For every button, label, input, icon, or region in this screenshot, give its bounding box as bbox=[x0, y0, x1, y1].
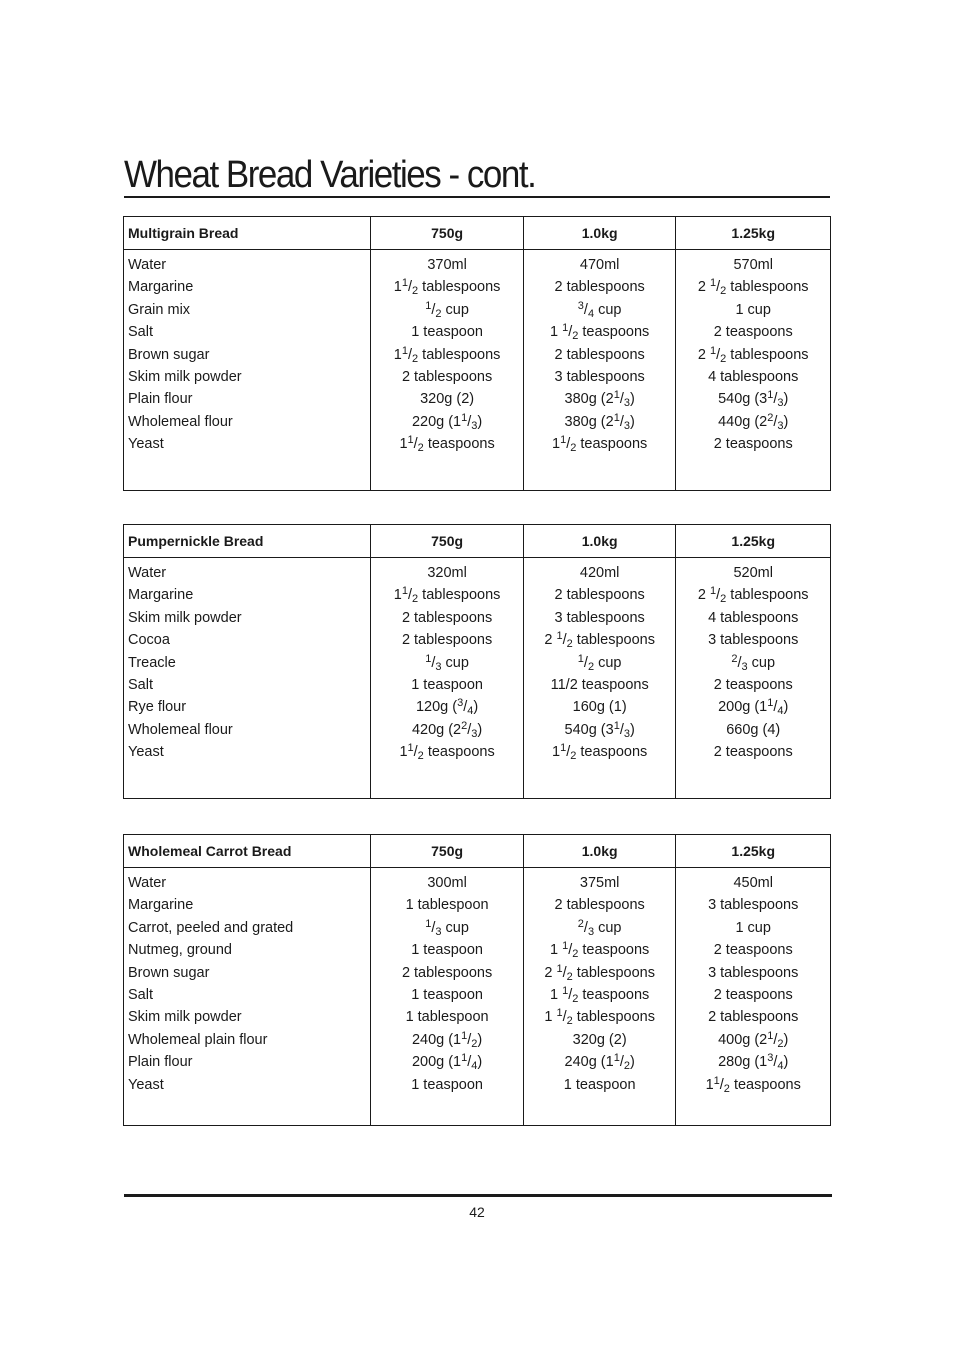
ingredient-amount: $1^1/_2$ teaspoons bbox=[552, 434, 648, 455]
footer-rule bbox=[124, 1194, 832, 1197]
recipe-name: Pumpernickle Bread bbox=[128, 533, 264, 549]
ingredient-amount: $^1/_2$ cup bbox=[425, 299, 469, 320]
ingredient-name: Plain flour bbox=[128, 391, 193, 408]
ingredient-name: Brown sugar bbox=[128, 964, 210, 981]
ingredient-amount: 2 tablespoons bbox=[401, 964, 493, 981]
ingredient-amount: 370ml bbox=[427, 257, 467, 273]
ingredient-amount: 1 teaspoon bbox=[563, 1076, 636, 1093]
ingredient-amount: 200g $(1^1/_4)$ bbox=[718, 697, 789, 718]
ingredient-amount: $^3/_4$ cup bbox=[577, 299, 622, 320]
ingredient-amount: $^2/_3$ cup bbox=[577, 917, 622, 938]
ingredient-amount: $^1/_2$ cup bbox=[577, 652, 622, 673]
ingredient-name: Margarine bbox=[128, 587, 194, 604]
ingredient-amount: 1 $^1/_2$ teaspoons bbox=[549, 322, 650, 343]
ingredient-amount: 1 cup bbox=[735, 301, 771, 318]
ingredient-amount: 320ml bbox=[427, 565, 467, 581]
recipe-header-row bbox=[124, 525, 830, 558]
amount-column-1kg bbox=[523, 558, 676, 798]
ingredient-amount: 2 tablespoons bbox=[708, 1009, 799, 1026]
recipe-body bbox=[124, 868, 830, 1125]
recipe-name: Multigrain Bread bbox=[128, 225, 239, 241]
ingredient-amount: $1^1/_2$ teaspoons bbox=[399, 434, 495, 455]
ingredient-amount: 2 teaspoons bbox=[713, 324, 793, 341]
ingredient-name: Plain flour bbox=[128, 1054, 193, 1071]
ingredient-amount: 220g $(1^1/_3)$ bbox=[411, 411, 483, 432]
recipe-body bbox=[124, 250, 830, 490]
ingredient-amount: 440g $(2^2/_3)$ bbox=[718, 411, 789, 432]
ingredient-name: Skim milk powder bbox=[128, 368, 242, 385]
ingredient-amount: 240g $(1^1/_2)$ bbox=[411, 1029, 483, 1050]
size-header: 1.0kg bbox=[523, 217, 676, 249]
ingredient-amount: 660g (4) bbox=[726, 721, 781, 738]
ingredient-amount: 160g (1) bbox=[572, 699, 627, 716]
ingredient-name: Yeast bbox=[128, 436, 164, 453]
ingredient-column bbox=[124, 868, 370, 1125]
ingredient-amount: $1^1/_2$ tablespoons bbox=[393, 585, 501, 606]
ingredient-amount: 280g $(1^3/_4)$ bbox=[718, 1052, 789, 1073]
ingredient-amount: 380g $(2^1/_3)$ bbox=[564, 411, 635, 432]
ingredient-amount: 1 teaspoon bbox=[411, 324, 483, 341]
ingredient-amount: $1^1/_2$ tablespoons bbox=[393, 344, 501, 365]
ingredient-amount: 2 teaspoons bbox=[713, 942, 793, 959]
ingredient-amount: 540g $(3^1/_3)$ bbox=[564, 719, 635, 740]
ingredient-amount: 2 tablespoons bbox=[401, 368, 493, 385]
ingredient-amount: 2 teaspoons bbox=[713, 676, 793, 693]
ingredient-amount: 1 $^1/_2$ teaspoons bbox=[549, 984, 650, 1005]
page-number: 42 bbox=[469, 1204, 485, 1220]
ingredient-amount: 1 $^1/_2$ teaspoons bbox=[549, 940, 650, 961]
amount-column-750g bbox=[370, 868, 523, 1125]
ingredient-amount: $^1/_3$ cup bbox=[425, 917, 469, 938]
ingredient-name: Wholemeal flour bbox=[128, 721, 233, 738]
ingredient-name: Skim milk powder bbox=[128, 609, 242, 626]
size-header: 1.25kg bbox=[675, 217, 830, 249]
ingredient-name: Margarine bbox=[128, 897, 194, 914]
ingredient-name: Salt bbox=[128, 324, 153, 341]
ingredient-name: Nutmeg, ground bbox=[128, 942, 232, 959]
ingredient-name: Margarine bbox=[128, 279, 194, 296]
ingredient-amount: 2 tablespoons bbox=[554, 346, 645, 363]
ingredient-amount: $1^1/_2$ tablespoons bbox=[393, 277, 501, 298]
ingredient-amount: 380g $(2^1/_3)$ bbox=[564, 389, 635, 410]
ingredient-name: Treacle bbox=[128, 654, 176, 671]
ingredient-name: Skim milk powder bbox=[128, 1009, 242, 1026]
ingredient-name: Carrot, peeled and grated bbox=[128, 919, 294, 936]
ingredient-amount: 2 tablespoons bbox=[401, 632, 493, 649]
ingredient-amount: 320g (2) bbox=[572, 1031, 627, 1048]
ingredient-amount: 450ml bbox=[733, 875, 773, 891]
ingredient-name: Water bbox=[128, 565, 167, 581]
ingredient-name: Salt bbox=[128, 676, 153, 693]
ingredient-name: Yeast bbox=[128, 744, 164, 761]
recipe-body bbox=[124, 558, 830, 798]
size-header: 750g bbox=[370, 525, 523, 557]
recipe-header-row bbox=[124, 217, 830, 250]
ingredient-amount: 11/2 teaspoons bbox=[550, 676, 649, 693]
ingredient-amount: 120g $(^3/_4)$ bbox=[415, 697, 479, 718]
ingredient-name: Water bbox=[128, 875, 167, 891]
ingredient-name: Wholemeal flour bbox=[128, 413, 233, 430]
size-header: 1.25kg bbox=[675, 525, 830, 557]
ingredient-amount: 375ml bbox=[579, 875, 620, 891]
ingredient-amount: 2 teaspoons bbox=[713, 436, 793, 453]
ingredient-amount: 2 $^1/_2$ tablespoons bbox=[544, 962, 655, 983]
ingredient-amount: 2 tablespoons bbox=[554, 279, 645, 296]
ingredient-amount: 1 teaspoon bbox=[411, 676, 483, 693]
ingredient-amount: 2 $^1/_2$ tablespoons bbox=[697, 585, 809, 606]
ingredient-amount: 320g (2) bbox=[420, 391, 475, 408]
ingredient-amount: 1 tablespoon bbox=[405, 897, 489, 914]
ingredient-amount: 1 teaspoon bbox=[411, 1076, 483, 1093]
size-header: 1.25kg bbox=[675, 835, 830, 867]
ingredient-name: Wholemeal plain flour bbox=[128, 1031, 268, 1048]
ingredient-amount: 3 tablespoons bbox=[708, 897, 799, 914]
ingredient-amount: 540g $(3^1/_3)$ bbox=[718, 389, 789, 410]
ingredient-amount: $1^1/_2$ teaspoons bbox=[399, 742, 495, 763]
ingredient-amount: 420g $(2^2/_3)$ bbox=[411, 719, 483, 740]
title-rule bbox=[124, 196, 830, 198]
ingredient-amount: 3 tablespoons bbox=[554, 609, 645, 626]
ingredient-amount: 400g $(2^1/_2)$ bbox=[718, 1029, 789, 1050]
ingredient-amount: 1 $^1/_2$ tablespoons bbox=[544, 1007, 655, 1028]
recipe-table-multigrain bbox=[123, 216, 831, 491]
ingredient-amount: 3 tablespoons bbox=[554, 368, 645, 385]
recipe-table-pumpernickle bbox=[123, 524, 831, 799]
ingredient-amount: 4 tablespoons bbox=[708, 609, 799, 626]
ingredient-amount: 1 tablespoon bbox=[405, 1009, 489, 1026]
ingredient-amount: 420ml bbox=[579, 565, 620, 581]
ingredient-amount: 2 $^1/_2$ tablespoons bbox=[544, 630, 655, 651]
ingredient-amount: 2 teaspoons bbox=[713, 986, 793, 1003]
ingredient-name: Cocoa bbox=[128, 632, 170, 649]
ingredient-amount: $^1/_3$ cup bbox=[425, 652, 469, 673]
ingredient-name: Brown sugar bbox=[128, 346, 210, 363]
amount-column-1kg bbox=[523, 250, 676, 490]
ingredient-amount: 2 tablespoons bbox=[554, 587, 645, 604]
recipe-table-wholemeal-carrot bbox=[123, 834, 831, 1126]
ingredient-amount: 4 tablespoons bbox=[708, 368, 799, 385]
ingredient-amount: 2 tablespoons bbox=[554, 897, 645, 914]
amount-column-1kg bbox=[523, 868, 676, 1125]
ingredient-name: Water bbox=[128, 257, 167, 273]
ingredient-name: Yeast bbox=[128, 1076, 164, 1093]
ingredient-name: Grain mix bbox=[128, 301, 191, 318]
ingredient-column bbox=[124, 558, 370, 798]
page-title: Wheat Bread Varieties - cont. bbox=[124, 154, 536, 196]
amount-column-1-25kg bbox=[675, 558, 830, 798]
size-header: 1.0kg bbox=[523, 835, 676, 867]
ingredient-amount: 2 tablespoons bbox=[401, 609, 493, 626]
ingredient-amount: $1^1/_2$ teaspoons bbox=[705, 1074, 801, 1095]
ingredient-amount: 2 teaspoons bbox=[713, 744, 793, 761]
ingredient-amount: 1 cup bbox=[735, 919, 771, 936]
ingredient-amount: 2 $^1/_2$ tablespoons bbox=[697, 277, 809, 298]
amount-column-750g bbox=[370, 250, 523, 490]
amount-column-750g bbox=[370, 558, 523, 798]
ingredient-amount: 1 teaspoon bbox=[411, 986, 483, 1003]
ingredient-amount: 520ml bbox=[733, 565, 773, 581]
ingredient-amount: 1 teaspoon bbox=[411, 942, 483, 959]
ingredient-amount: 2 $^1/_2$ tablespoons bbox=[697, 344, 809, 365]
ingredient-name: Salt bbox=[128, 986, 153, 1003]
recipe-name: Wholemeal Carrot Bread bbox=[128, 843, 292, 859]
ingredient-column bbox=[124, 250, 370, 490]
size-header: 750g bbox=[370, 835, 523, 867]
ingredient-amount: 470ml bbox=[579, 257, 620, 273]
ingredient-amount: 3 tablespoons bbox=[708, 632, 799, 649]
ingredient-amount: 3 tablespoons bbox=[708, 964, 799, 981]
ingredient-amount: 570ml bbox=[733, 257, 773, 273]
amount-column-1-25kg bbox=[675, 250, 830, 490]
ingredient-amount: $1^1/_2$ teaspoons bbox=[552, 742, 648, 763]
ingredient-amount: 240g $(1^1/_2)$ bbox=[564, 1052, 635, 1073]
ingredient-amount: 300ml bbox=[427, 875, 467, 891]
size-header: 750g bbox=[370, 217, 523, 249]
ingredient-name: Rye flour bbox=[128, 699, 187, 716]
ingredient-amount: 200g $(1^1/_4)$ bbox=[411, 1052, 483, 1073]
ingredient-amount: $^2/_3$ cup bbox=[731, 652, 776, 673]
size-header: 1.0kg bbox=[523, 525, 676, 557]
amount-column-1-25kg bbox=[675, 868, 830, 1125]
recipe-header-row bbox=[124, 835, 830, 868]
